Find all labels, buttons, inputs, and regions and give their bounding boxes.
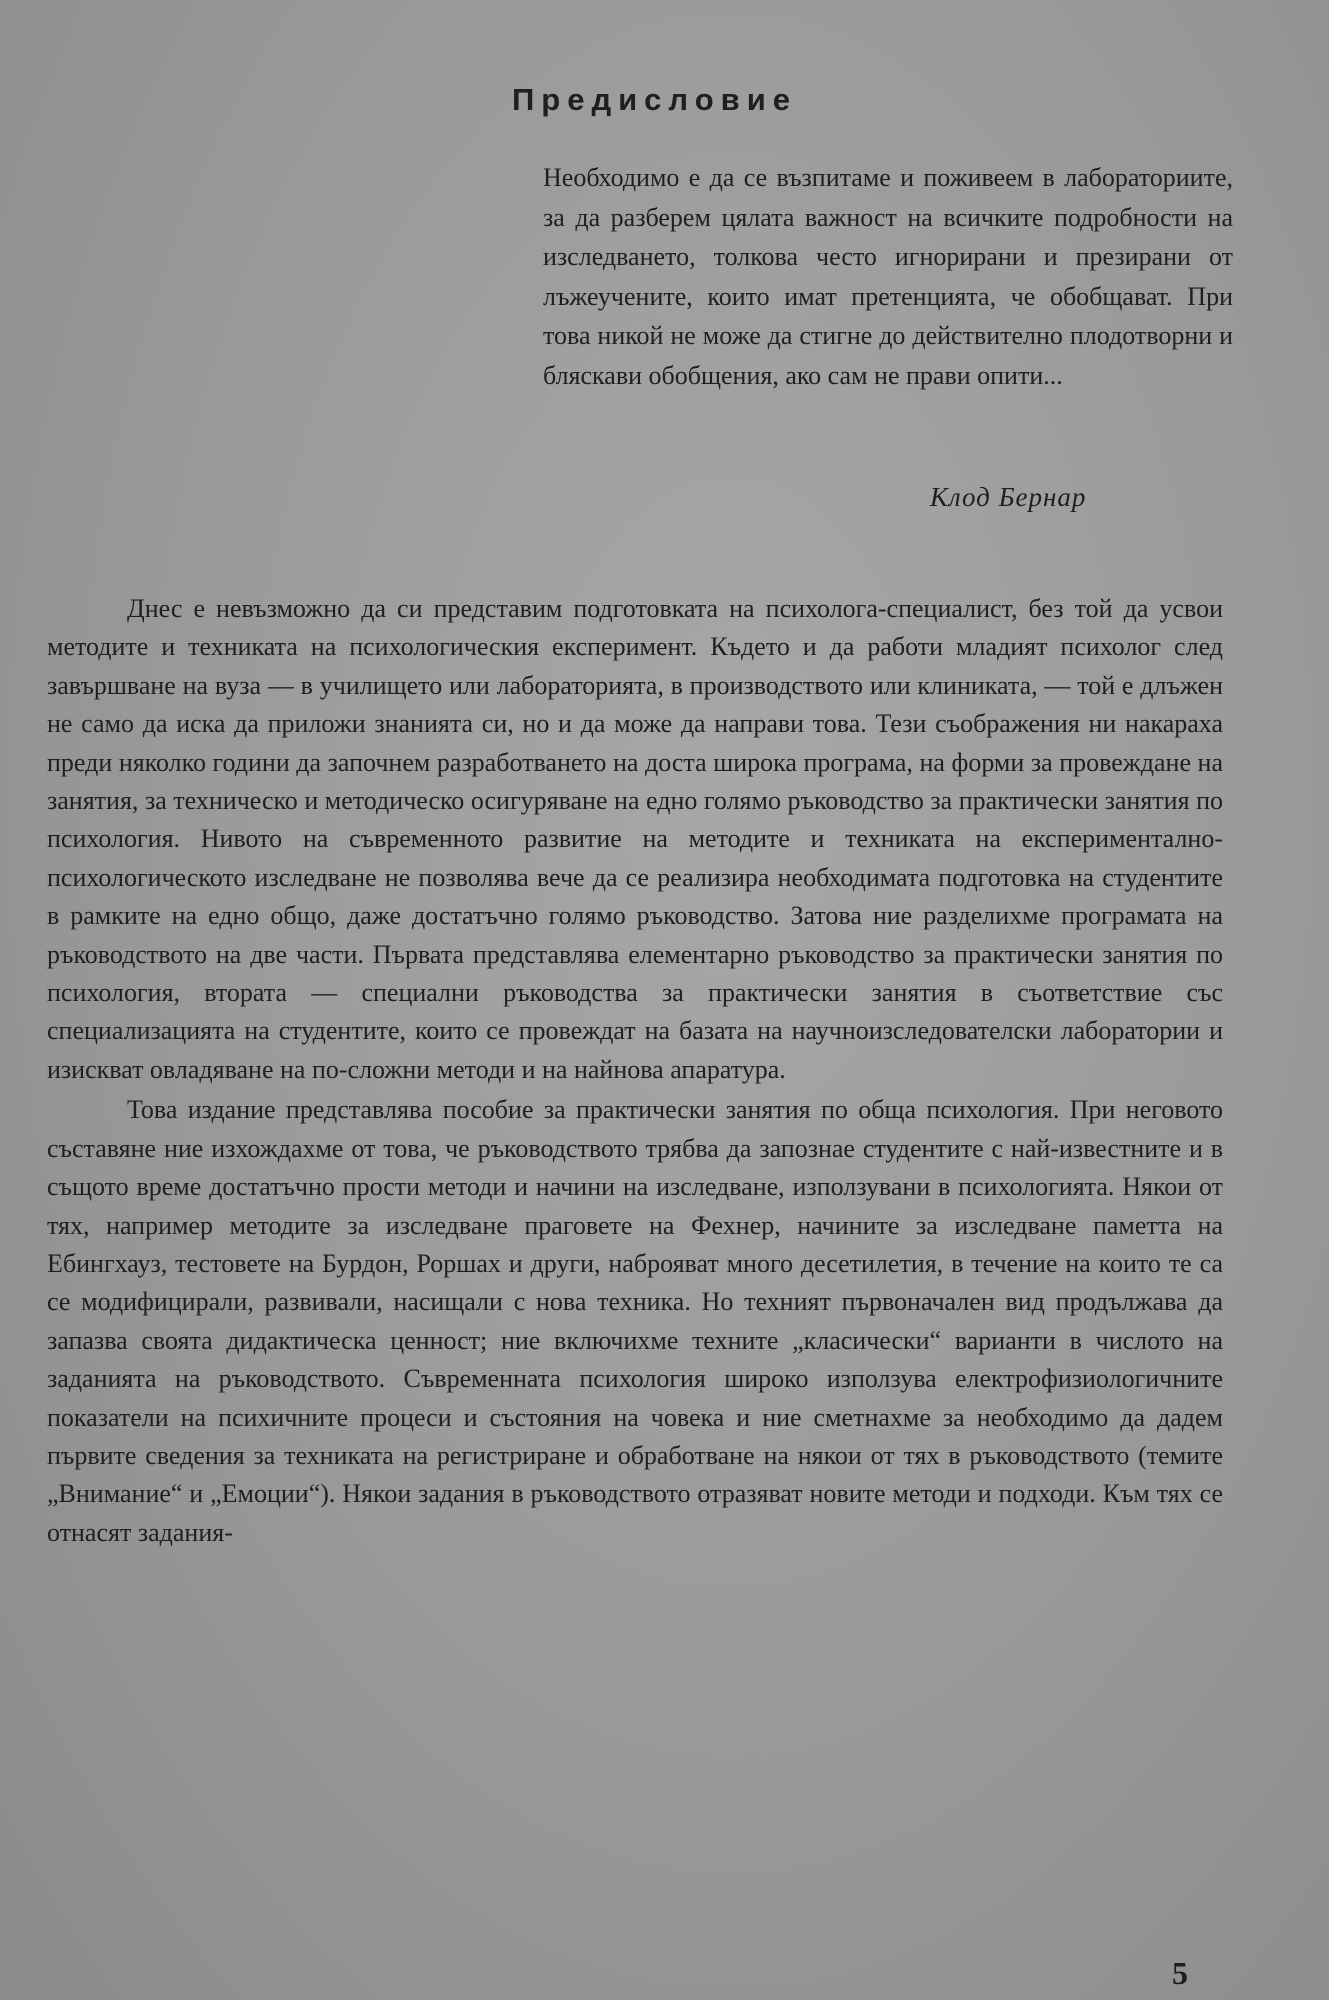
main-text [47, 590, 1223, 1552]
page-title: Предисловие [511, 82, 797, 117]
paragraph: Днес е невъзможно да си представим подготовката на психолога-специалист, без той да усвои методите и техниката на психологическия експеримент. Където и да работи младият психолог след завършване на вуза — в училището или лабораторията, в производството или клиниката, — той е длъжен не само да иска да приложи знанията си, но и да може да направи това. Тези съображения ни накараха преди няколко години да започнем разработването на доста широка програма, на форми за провеждане на занятия, за техническо и методическо осигуряване на едно голямо ръководство за практически занятия по психология. Нивото на съвременното развитие на методите и техниката на експериментално-психологическото изследване не позволява вече да се реализира необходимата подготовка на студентите в рамките на едно общо, даже достатъчно голямо ръководство. Затова ние разделихме програмата на ръководството на две части. Първата представлява елементарно ръководство за практически занятия по психология, втората — специални ръководства за практически занятия в съответствие със специализацията на студентите, които се провеждат на базата на научноизследователски лаборатории и изискват овладяване на по-сложни методи и на найнова апаратура. [47, 594, 1223, 1084]
epigraph-text: Необходимо е да се възпитаме и поживеем в лабораториите, за да разберем цялата важност на всичките подробности на изследването, толкова често игнорирани и презирани от лъжеучените, които имат претенцията, че обобщават. При това никой не може да стигне до действително плодотворни и бляскави обобщения, ако сам не прави опити... [543, 163, 1233, 390]
epigraph-author: Клод Бернар [930, 482, 1087, 512]
paragraph: Това издание представлява пособие за практически занятия по обща психология. При неговото съставяне ние изхождахме от това, че ръководството трябва да запознае студентите с най-известните и в същото време достатъчно прости методи и начини на изследване, използувани в психологията. Някои от тях, например методите за изследване праговете на Фехнер, начините за изследване паметта на Ебингхауз, тестовете на Бурдон, Роршах и други, наброяват много десетилетия, в течение на които те са се модифицирали, развивали, насищали с нова техника. Но техният първоначален вид продължава да запазва своята дидактическа ценност; ние включихме техните „класически“ варианти в числото на заданията на ръководството. Съвременната психология широко използува електрофизиологичните показатели на психичните процеси и състояния на човека и ние сметнахме за необходимо да дадем първите сведения за техниката на регистриране и обработване на някои от тях в ръководството (темите „Внимание“ и „Емоции“). Някои задания в ръководството отразяват новите методи и подходи. Към тях се отнасят задания- [47, 1095, 1223, 1547]
page-number: 5 [1172, 1955, 1188, 1991]
epigraph [543, 158, 1233, 395]
